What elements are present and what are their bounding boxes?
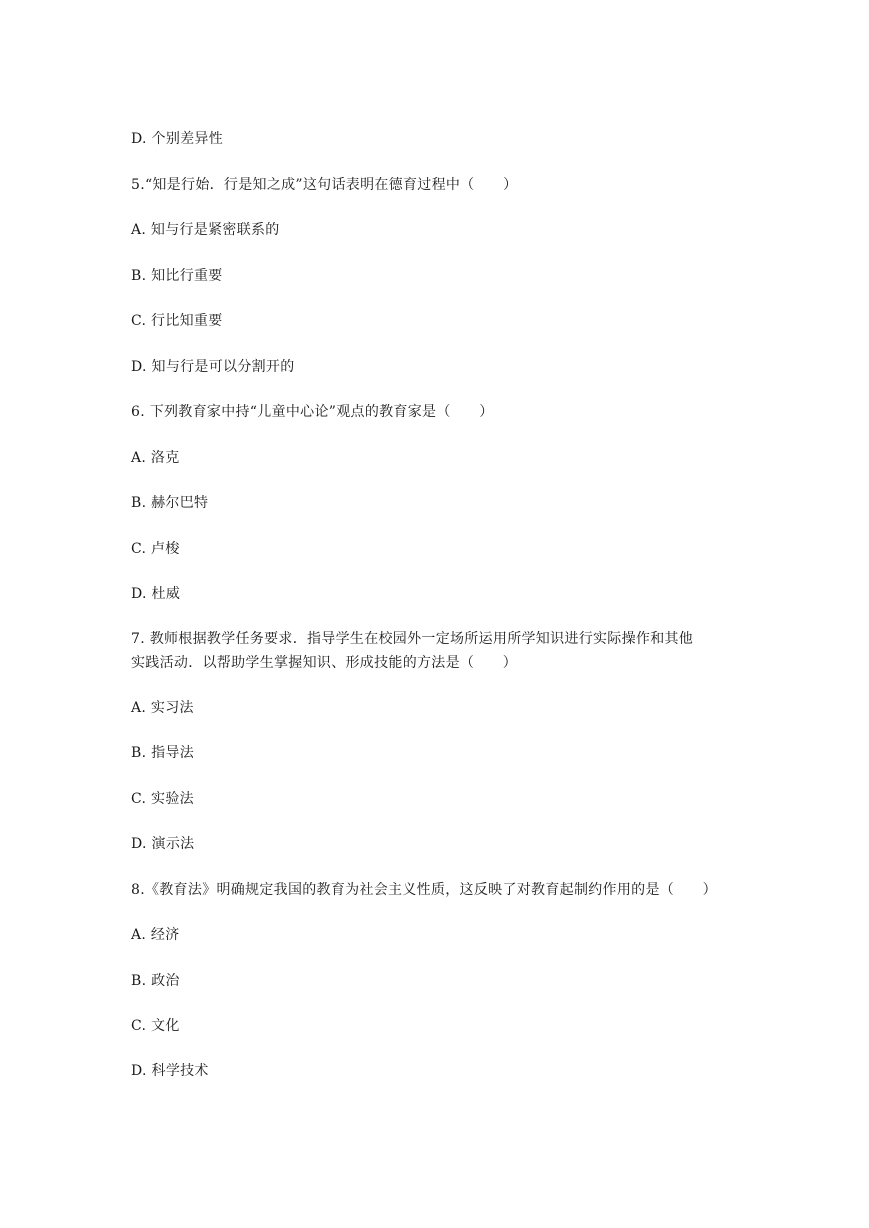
q5-option-d: D. 知与行是可以分割开的 bbox=[131, 359, 295, 375]
q8-option-b: B. 政治 bbox=[131, 973, 180, 989]
q6-option-b: B. 赫尔巴特 bbox=[131, 495, 209, 511]
q7-option-a: A. 实习法 bbox=[131, 700, 194, 716]
q5-question: 5.“知是行始．行是知之成”这句话表明在德育过程中（ ） bbox=[131, 177, 518, 193]
q8-question: 8.《教育法》明确规定我国的教育为社会主义性质，这反映了对教育起制约作用的是（ ） bbox=[131, 882, 717, 898]
q4-option-d: D. 个别差异性 bbox=[131, 131, 224, 147]
q7-option-d: D. 演示法 bbox=[131, 836, 195, 852]
q5-option-a: A. 知与行是紧密联系的 bbox=[131, 222, 280, 238]
q8-option-a: A. 经济 bbox=[131, 927, 180, 943]
q6-option-c: C. 卢梭 bbox=[131, 541, 180, 557]
q6-option-a: A. 洛克 bbox=[131, 450, 180, 466]
q5-option-c: C. 行比知重要 bbox=[131, 313, 223, 329]
q7-option-b: B. 指导法 bbox=[131, 745, 194, 761]
q8-option-c: C. 文化 bbox=[131, 1018, 180, 1034]
q7-question-line-2: 实践活动．以帮助学生掌握知识、形成技能的方法是（ ） bbox=[131, 655, 518, 671]
q6-option-d: D. 杜威 bbox=[131, 586, 181, 602]
q5-option-b: B. 知比行重要 bbox=[131, 268, 223, 284]
q7-question-line-1: 7. 教师根据教学任务要求．指导学生在校园外一定场所运用所学知识进行实际操作和其他 bbox=[131, 631, 694, 647]
q8-option-d: D. 科学技术 bbox=[131, 1063, 209, 1079]
q6-question: 6. 下列教育家中持“儿童中心论”观点的教育家是（ ） bbox=[131, 404, 494, 420]
q7-option-c: C. 实验法 bbox=[131, 791, 194, 807]
